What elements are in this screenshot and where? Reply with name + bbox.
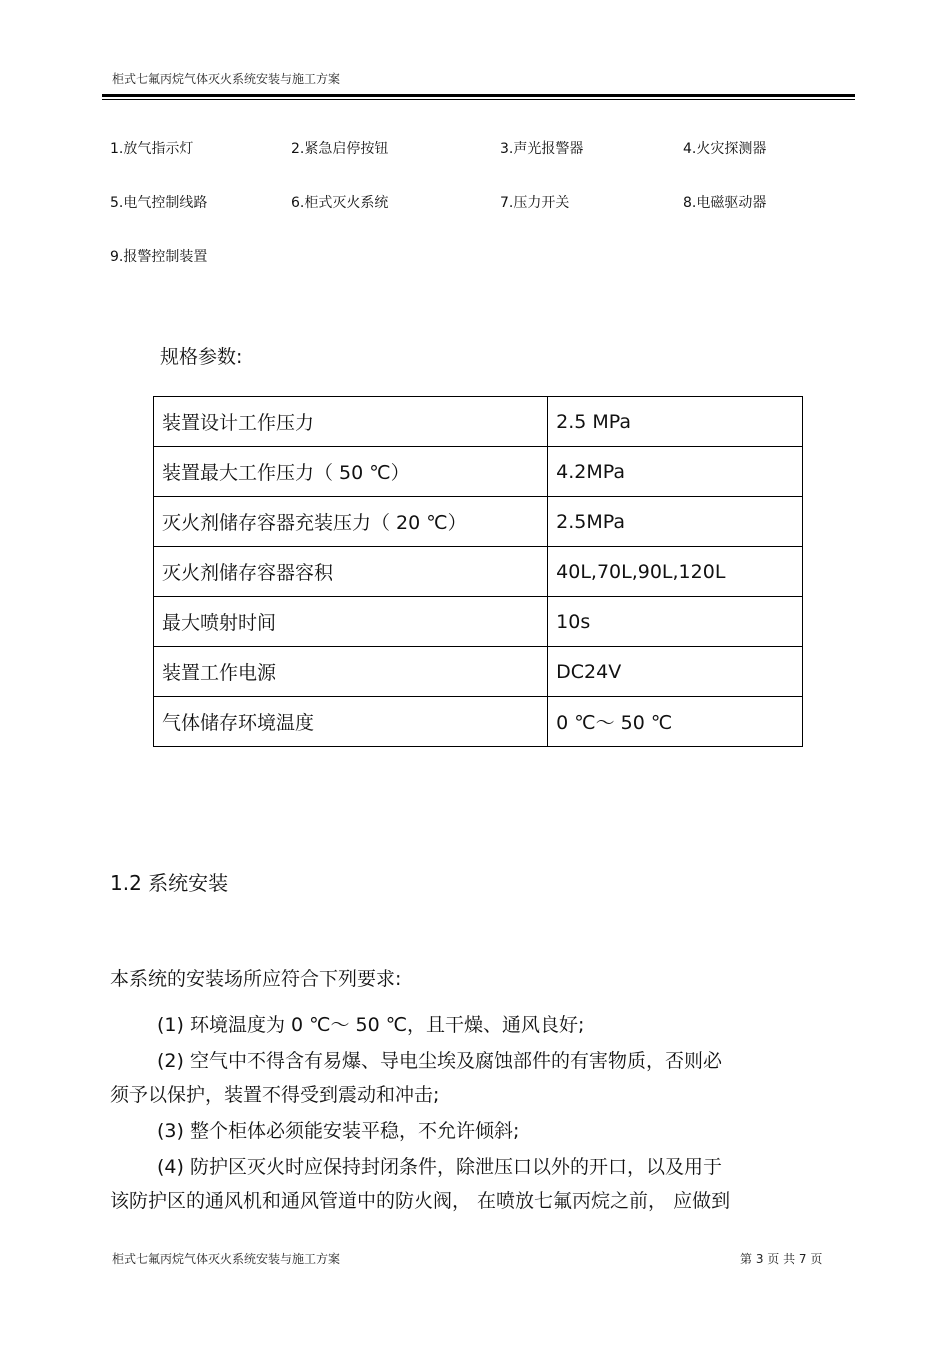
legend-row — [110, 246, 830, 276]
spec-value: 4.2MPa — [548, 447, 803, 497]
requirement-4-line-2: 该防护区的通风机和通风管道中的防火阀， 在喷放七氟丙烷之前， 应做到 — [110, 1190, 731, 1212]
legend-item: 3.声光报警器 — [500, 141, 584, 157]
spec-table — [153, 396, 803, 747]
legend-row — [110, 138, 830, 192]
legend-item: 6.柜式灭火系统 — [291, 195, 389, 211]
legend-item: 8.电磁驱动器 — [683, 195, 767, 211]
legend-row — [110, 192, 830, 246]
legend-item: 5.电气控制线路 — [110, 195, 208, 211]
table-row — [154, 647, 803, 697]
spec-value: 0 ℃～ 50 ℃ — [548, 697, 803, 747]
legend-item: 7.压力开关 — [500, 195, 570, 211]
intro-paragraph: 本系统的安装场所应符合下列要求: — [110, 968, 402, 990]
spec-value: 2.5MPa — [548, 497, 803, 547]
spec-key: 装置最大工作压力（ 50 ℃） — [154, 447, 548, 497]
table-row — [154, 597, 803, 647]
table-row — [154, 497, 803, 547]
component-legend — [110, 138, 830, 276]
spec-key: 装置设计工作压力 — [154, 397, 548, 447]
legend-item: 9.报警控制装置 — [110, 249, 208, 265]
legend-item: 1.放气指示灯 — [110, 141, 194, 157]
spec-value: 40L,70L,90L,120L — [548, 547, 803, 597]
spec-key: 装置工作电源 — [154, 647, 548, 697]
requirement-2-line-2: 须予以保护，装置不得受到震动和冲击; — [110, 1084, 440, 1106]
spec-value: 2.5 MPa — [548, 397, 803, 447]
spec-key: 气体储存环境温度 — [154, 697, 548, 747]
table-row — [154, 547, 803, 597]
legend-item: 4.火灾探测器 — [683, 141, 767, 157]
spec-key: 灭火剂储存容器容积 — [154, 547, 548, 597]
requirement-4-line-1: (4) 防护区灭火时应保持封闭条件，除泄压口以外的开口，以及用于 — [157, 1156, 722, 1178]
table-row — [154, 697, 803, 747]
spec-key: 灭火剂储存容器充装压力（ 20 ℃） — [154, 497, 548, 547]
footer-page-number: 第 3 页 共 7 页 — [740, 1252, 823, 1266]
requirement-3: (3) 整个柜体必须能安装平稳，不允许倾斜; — [157, 1120, 520, 1142]
header-rule-thin — [102, 99, 855, 100]
requirement-2-line-1: (2) 空气中不得含有易爆、导电尘埃及腐蚀部件的有害物质，否则必 — [157, 1050, 722, 1072]
spec-value: DC24V — [548, 647, 803, 697]
requirement-1: (1) 环境温度为 0 ℃～ 50 ℃，且干燥、通风良好; — [157, 1014, 585, 1036]
header-title: 柜式七氟丙烷气体灭火系统安装与施工方案 — [112, 72, 341, 86]
table-row — [154, 397, 803, 447]
header-rule-thick — [102, 94, 855, 97]
spec-heading: 规格参数: — [160, 346, 243, 368]
table-row — [154, 447, 803, 497]
legend-item: 2.紧急启停按钮 — [291, 141, 389, 157]
section-title: 1.2 系统安装 — [110, 871, 229, 895]
spec-value: 10s — [548, 597, 803, 647]
footer-title: 柜式七氟丙烷气体灭火系统安装与施工方案 — [112, 1252, 341, 1266]
spec-key: 最大喷射时间 — [154, 597, 548, 647]
